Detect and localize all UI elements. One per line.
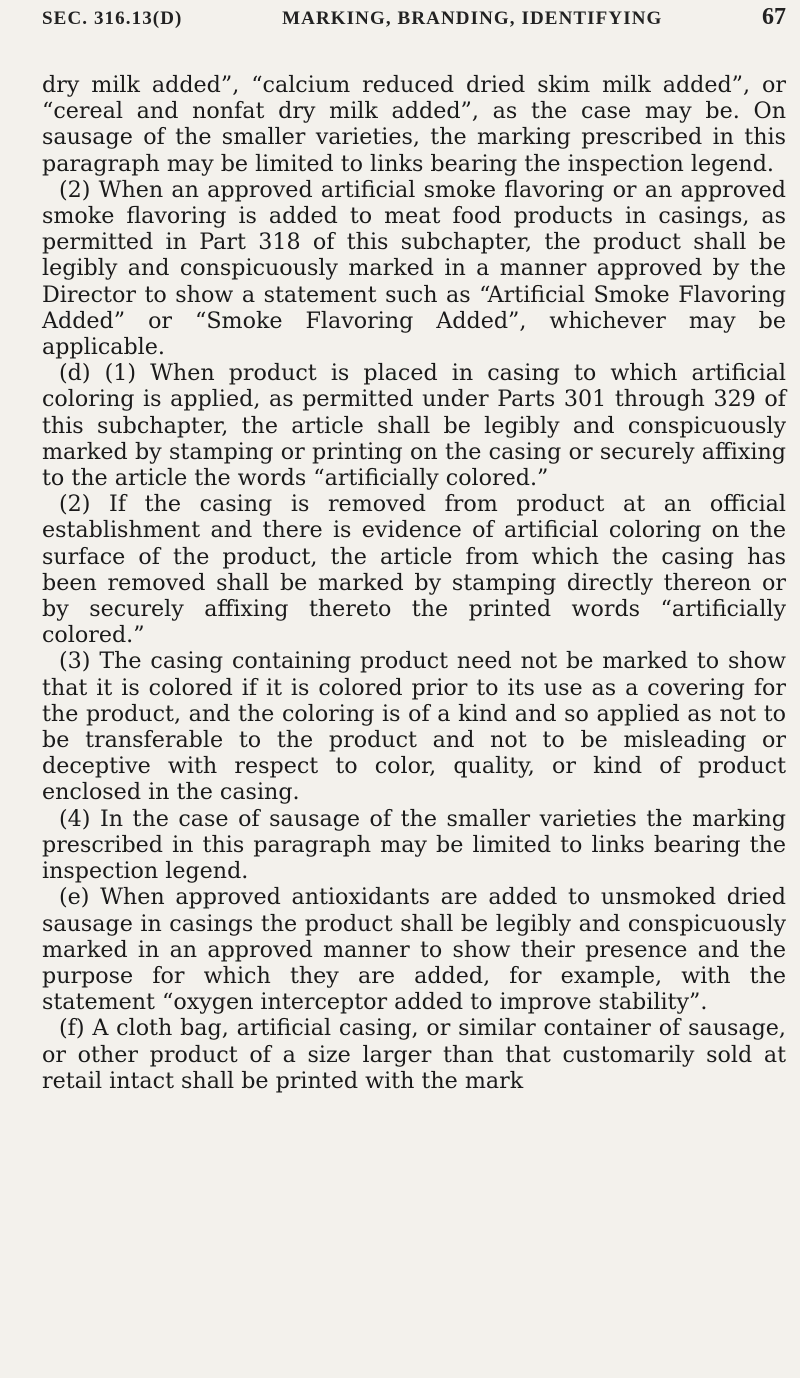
- page-number: 67: [762, 4, 786, 30]
- paragraph-continuation: dry milk added”, “calcium reduced dried skim milk added”, or “cereal and nonfat dry milk added”, as the case may be. On sausage of the smaller varieties, the marking prescribed in this paragraph may be limited to links bearing the inspection legend.: [42, 72, 786, 177]
- body-text: [42, 72, 786, 1094]
- paragraph-d4: (4) In the case of sausage of the smaller varieties the marking prescribed in this paragraph may be limited to links bearing the inspection legend.: [42, 805, 786, 885]
- paragraph-d1: (d) (1) When product is placed in casing to which artificial coloring is applied, as permitted under Parts 301 through 329 of this subchapter, the article shall be legibly and conspicuously marked by stamping or printing on the casing or securely affixing to the article the words “artificially colored.”: [42, 360, 786, 492]
- running-title: MARKING, BRANDING, IDENTIFYING: [282, 8, 663, 29]
- paragraph-d3: (3) The casing containing product need not be marked to show that it is colored if it is colored prior to its use as a covering for the product, and the coloring is of a kind and so applied as not to be transferable to the product and not to be misleading or deceptive with respect to color, quality, or kind of product enclosed in the casing.: [42, 648, 786, 806]
- paragraph-f: (f) A cloth bag, artificial casing, or similar container of sausage, or other product of a size larger than that customarily sold at retail intact shall be printed with the mark: [42, 1015, 786, 1094]
- running-head: [42, 4, 786, 42]
- section-number: SEC. 316.13(D): [42, 8, 183, 29]
- paragraph-d2: (2) If the casing is removed from product at an official establishment and there is evidence of artificial coloring on the surface of the product, the article from which the casing has been removed shall be marked by stamping directly thereon or by securely affixing thereto the printed words “artificially colored.”: [42, 491, 786, 649]
- paragraph-c2: (2) When an approved artificial smoke flavoring or an approved smoke flavoring is added to meat food products in casings, as permitted in Part 318 of this subchapter, the product shall be legibly and conspicuously marked in a manner approved by the Director to show a statement such as “Artificial Smoke Flavoring Added” or “Smoke Flavoring Added”, whichever may be applicable.: [42, 176, 786, 361]
- paragraph-e: (e) When approved antioxidants are added to unsmoked dried sausage in casings the product shall be legibly and conspicuously marked in an approved manner to show their presence and the purpose for which they are added, for example, with the statement “oxygen interceptor added to improve stability”.: [42, 884, 786, 1016]
